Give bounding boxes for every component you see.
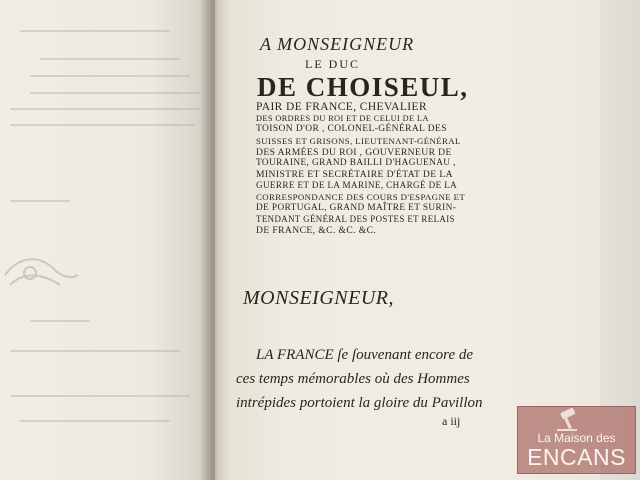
gutter-shadow xyxy=(200,0,230,480)
show-through-line xyxy=(20,30,170,32)
letter-body xyxy=(236,343,483,415)
body-line: LA FRANCE ſe ſouvenant encore de xyxy=(256,347,474,363)
show-through-line xyxy=(30,75,190,77)
dedication-name: DE CHOISEUL, xyxy=(257,72,469,102)
show-through-line xyxy=(30,320,90,322)
dedication-line: DE PORTUGAL, GRAND MAÎTRE ET SURIN- xyxy=(256,202,457,213)
dedication-line: DES ORDRES DU ROI ET DE CELUI DE LA xyxy=(256,114,429,124)
show-through-line xyxy=(10,350,180,352)
show-through-line xyxy=(20,420,170,422)
dedication-line: MINISTRE ET SECRÉTAIRE D'ÉTAT DE LA xyxy=(256,169,453,181)
dedication-line: SUISSES ET GRISONS, LIEUTENANT-GÉNÉRAL xyxy=(256,135,461,146)
dedication-line: DES ARMÉES DU ROI , GOUVERNEUR DE xyxy=(256,146,452,158)
signature-mark: a iij xyxy=(442,414,461,428)
body-line: ces temps mémorables où des Hommes xyxy=(236,371,470,387)
show-through-line xyxy=(10,108,200,110)
dedication-line: TOURAINE, GRAND BAILLI D'HAGUENAU , xyxy=(256,158,456,169)
dedication-line: TENDANT GÉNÉRAL DES POSTES ET RELAIS xyxy=(256,214,455,225)
show-through-line xyxy=(10,124,195,126)
dedication-line: PAIR DE FRANCE, CHEVALIER xyxy=(256,101,428,113)
dedication-line: GUERRE ET DE LA MARINE, CHARGÉ DE LA xyxy=(256,180,458,191)
show-through-line xyxy=(30,92,200,94)
dedication-title: A MONSEIGNEUR xyxy=(260,34,415,54)
dedication-titles xyxy=(256,102,465,236)
ornament-show-through xyxy=(0,245,80,300)
show-through-line xyxy=(40,58,180,60)
watermark-line1: La Maison des xyxy=(537,431,616,445)
dedication-line: CORRESPONDANCE DES COURS D'ESPAGNE ET xyxy=(256,191,466,202)
salutation: MONSEIGNEUR, xyxy=(243,287,394,309)
show-through-line xyxy=(10,395,190,397)
body-line: intrépides portoient la gloire du Pavillon xyxy=(236,395,483,411)
watermark xyxy=(517,406,636,474)
left-page xyxy=(0,0,215,480)
watermark-line2: ENCANS xyxy=(527,444,626,470)
show-through-line xyxy=(10,200,70,202)
dedication-subtitle: LE DUC xyxy=(305,57,360,71)
gavel-icon xyxy=(553,407,583,433)
dedication-line: TOISON D'OR , COLONEL-GÉNÉRAL DES xyxy=(256,124,447,135)
dedication-line: DE FRANCE, &C. &C. &C. xyxy=(256,225,377,237)
